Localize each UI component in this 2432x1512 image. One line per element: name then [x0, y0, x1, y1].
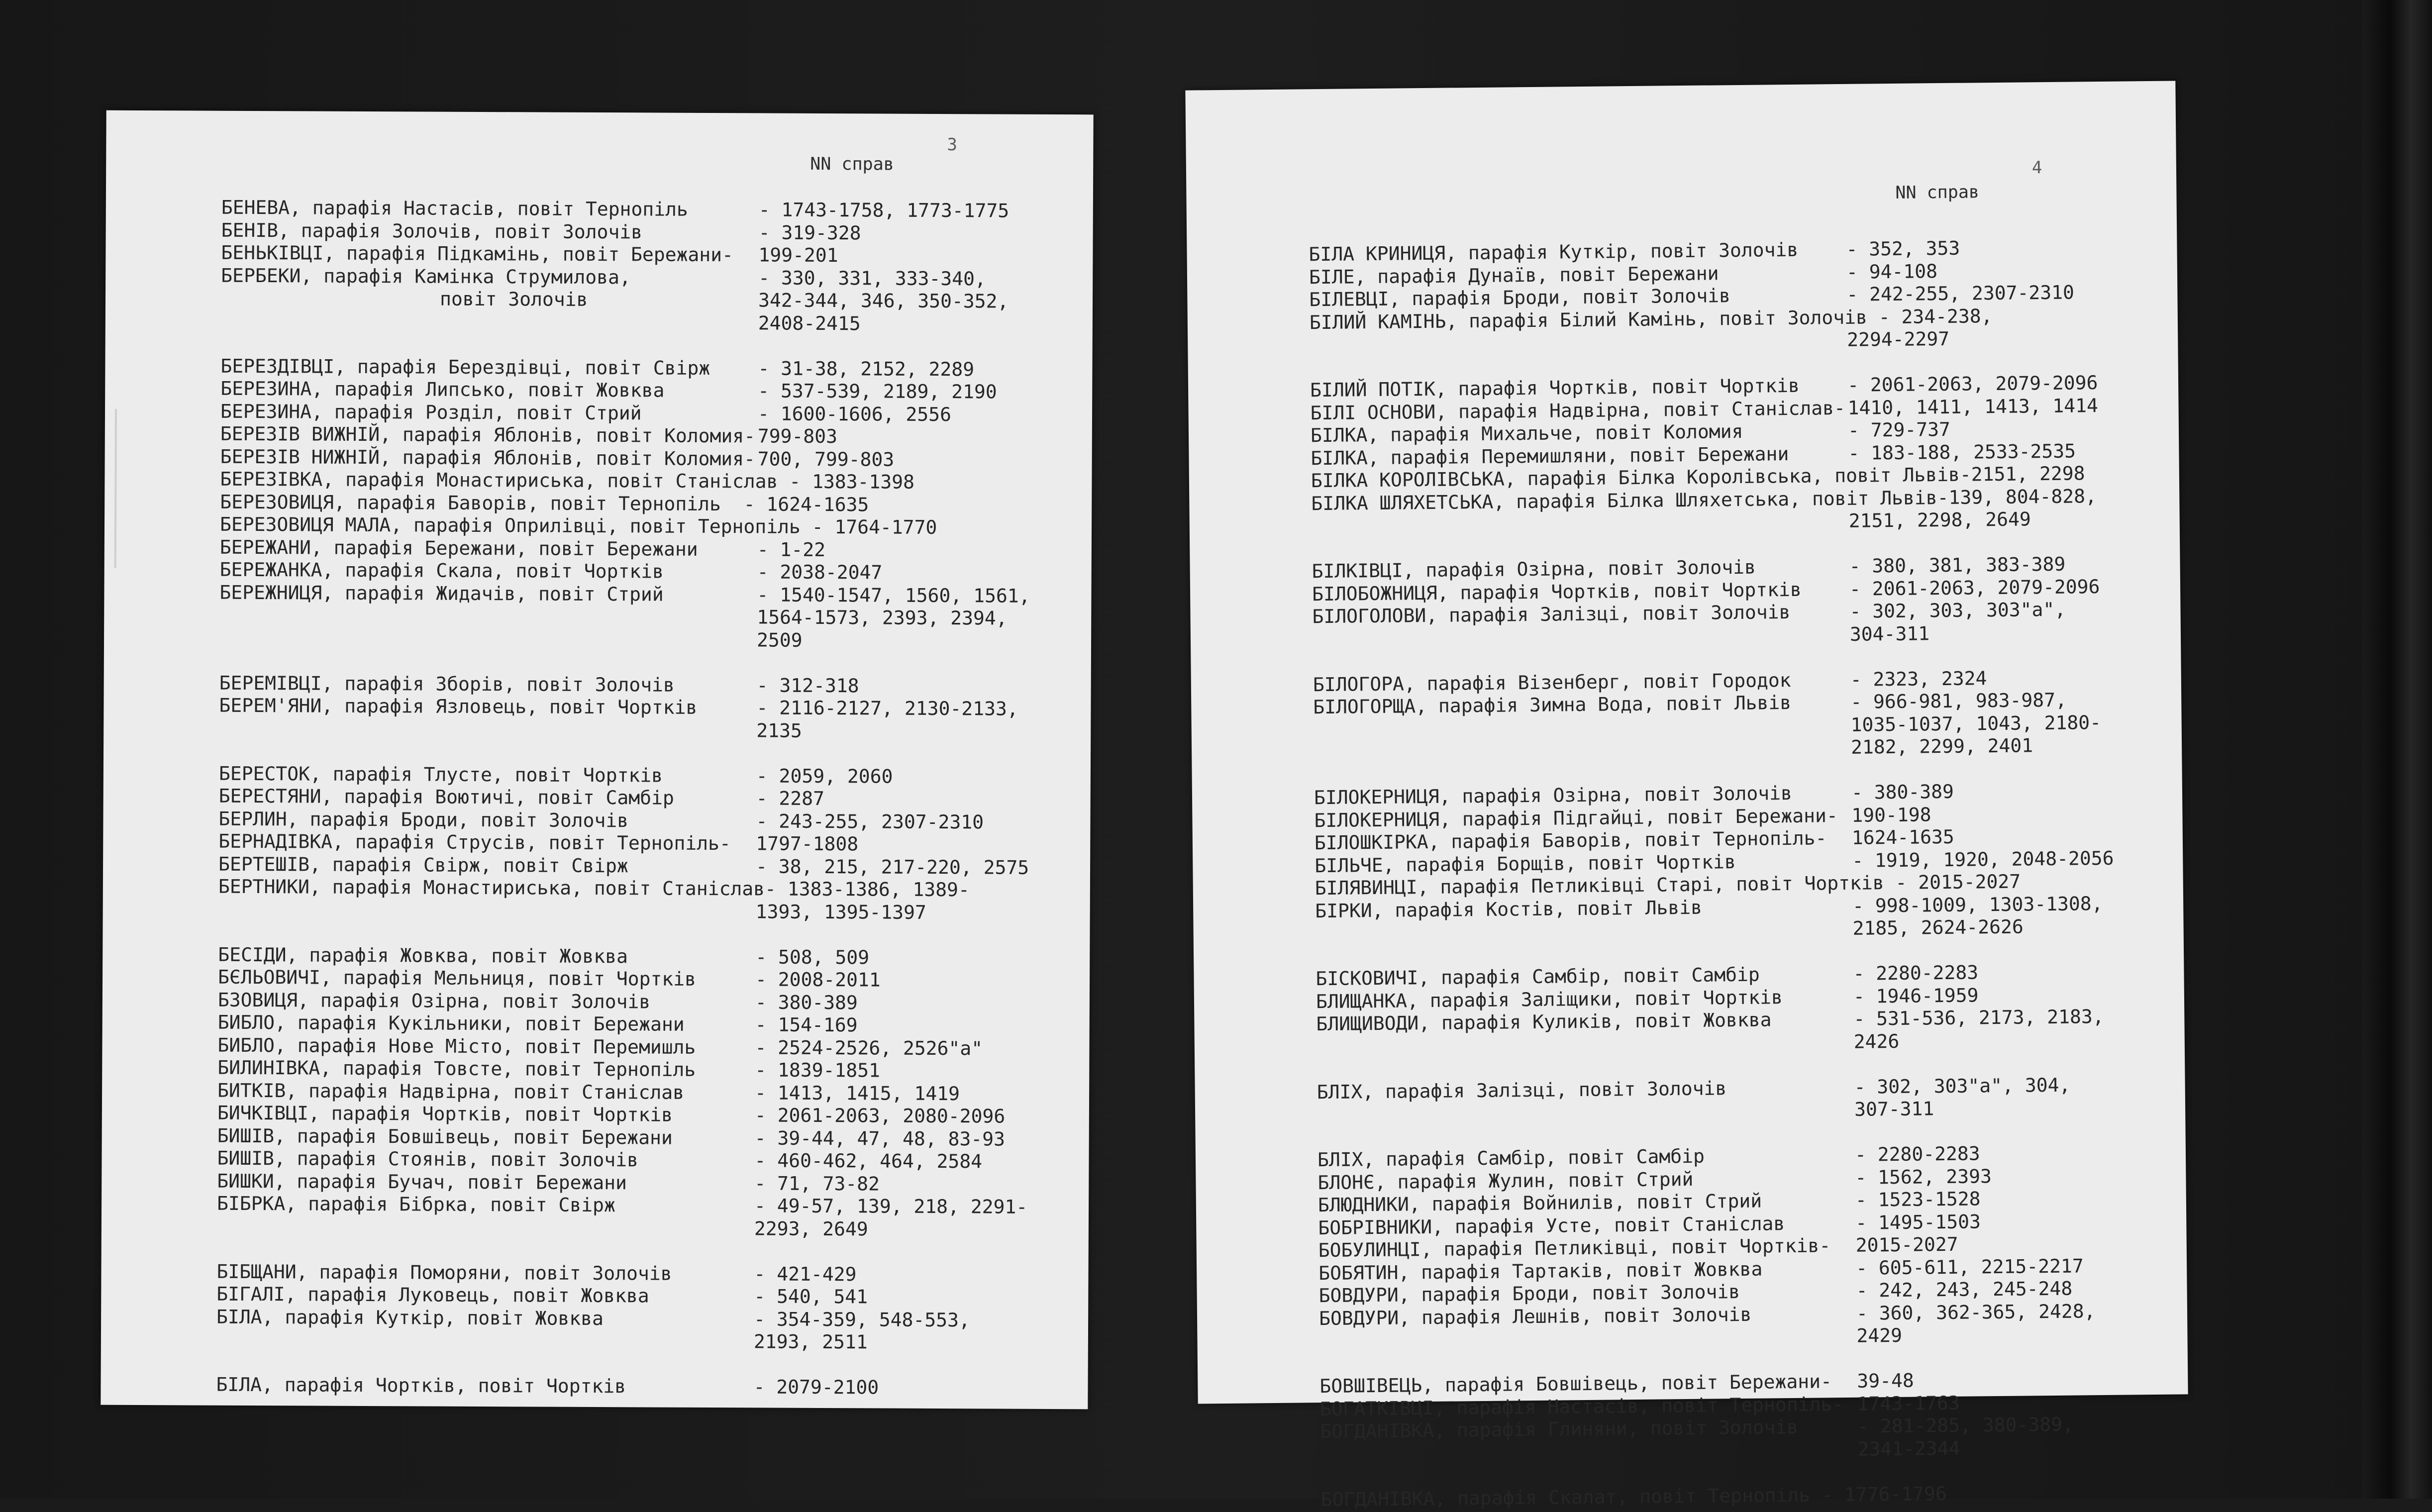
file-numbers: - 38, 215, 217-220, 2575	[755, 855, 1029, 879]
index-entry	[219, 785, 1075, 811]
file-numbers: - 537-539, 2189, 2190	[758, 380, 997, 403]
settlement-entry-text: БОГДАНІВКА, парафія Глиняни, повіт Золочів	[1320, 1415, 1799, 1443]
file-numbers: - 508, 509	[755, 945, 870, 968]
settlement-entry-text: БИЧКІВЦІ, парафія Чортків, повіт Чортків	[217, 1102, 673, 1126]
file-numbers: - 2061-2063, 2080-2096	[754, 1104, 1006, 1127]
settlement-entry-text: БІСКОВИЧІ, парафія Самбір, повіт Самбір	[1316, 963, 1760, 990]
file-numbers: - 312-318	[756, 674, 859, 697]
file-numbers: - 966-981, 983-987,	[1850, 689, 2067, 713]
settlement-entry-text: БЕРЕЖАНКА, парафія Скала, повіт Чортків	[219, 558, 664, 583]
index-entry	[219, 626, 1075, 653]
index-entry	[218, 989, 1074, 1015]
entry-continuation: повіт Золочів	[439, 288, 588, 310]
settlement-entry-text: БІЛА, парафія Куткір, повіт Жовква	[216, 1306, 604, 1329]
file-numbers: 2426	[1853, 1030, 1900, 1053]
file-numbers: - 281-285, 380-389,	[1857, 1413, 2074, 1437]
index-entry	[217, 1102, 1073, 1128]
settlement-entry-text: БЛИЩИВОДИ, парафія Куликів, повіт Жовква	[1316, 1008, 1772, 1035]
file-numbers: 2408-2415	[758, 311, 861, 334]
settlement-entry-text: БЕРЕЗОВИЦЯ, парафія Баворів, повіт Тернопіль - 1624-1635	[220, 491, 869, 515]
file-numbers: - 2287	[756, 787, 825, 809]
index-entry	[218, 898, 1074, 924]
index-entry	[219, 695, 1075, 721]
file-numbers: - 531-536, 2173, 2183,	[1853, 1005, 2104, 1030]
settlement-entry-text: БІЛИЙ ПОТІК, парафія Чортків, повіт Чортків	[1310, 374, 1800, 402]
settlement-entry-text: БІБРКА, парафія Бібрка, повіт Свірж	[217, 1192, 615, 1216]
settlement-entry-text: БЕРЕЗІВ НИЖНІЙ, парафія Яблонів, повіт Коломия-	[220, 445, 756, 470]
file-numbers: 2182, 2299, 2401	[1850, 734, 2033, 758]
file-numbers: 342-344, 346, 350-352,	[758, 289, 1009, 312]
index-entry	[219, 672, 1075, 698]
settlement-entry-text: БЕРЛИН, парафія Броди, повіт Золочів	[218, 807, 629, 831]
entry-spacing	[219, 649, 1075, 676]
entry-spacing	[216, 1351, 1072, 1377]
settlement-entry-text: БІБЩАНИ, парафія Поморяни, повіт Золочів	[216, 1260, 672, 1285]
file-numbers: 307-311	[1854, 1098, 1934, 1120]
index-entry	[218, 853, 1074, 879]
settlement-entry-text: БЕНІВ, парафія Золочів, повіт Золочів	[221, 219, 643, 243]
file-numbers: - 360, 362-365, 2428,	[1856, 1300, 2096, 1324]
settlement-entry-text: БІЛКА ШЛЯХЕТСЬКА, парафія Білка Шляхетська, повіт Львів-139, 804-828,	[1311, 485, 2097, 514]
index-entry	[220, 423, 1076, 449]
file-numbers: - 31-38, 2152, 2289	[758, 357, 975, 380]
index-entry	[218, 876, 1074, 902]
file-numbers: 1564-1573, 2393, 2394,	[757, 606, 1008, 629]
file-numbers: 700, 799-803	[757, 447, 895, 471]
settlement-entry-text: БЛЮДНИКИ, парафія Войнилів, повіт Стрий	[1317, 1190, 1762, 1216]
file-numbers: - 1523-1528	[1855, 1188, 1981, 1211]
index-entry	[217, 1170, 1073, 1196]
index-entry	[220, 559, 1076, 585]
index-entry	[216, 1374, 1072, 1400]
file-numbers: - 1562, 2393	[1855, 1165, 1992, 1189]
file-numbers: 2341-2344	[1857, 1437, 1960, 1460]
settlement-entry-text: БІЛКА, парафія Михальче, повіт Коломия	[1310, 420, 1743, 447]
file-numbers: 2429	[1856, 1324, 1903, 1347]
file-numbers: - 2059, 2060	[756, 764, 893, 788]
entry-spacing	[218, 921, 1074, 947]
file-numbers: - 2061-2063, 2079-2096	[1849, 575, 2100, 600]
settlement-entry-text: БЕРНАДІВКА, парафія Струсів, повіт Тернопіль-	[218, 830, 731, 855]
file-numbers: - 380-389	[755, 991, 858, 1013]
file-numbers: 190-198	[1851, 803, 1931, 826]
file-numbers: - 39-44, 47, 48, 83-93	[754, 1126, 1006, 1150]
settlement-entry-text: БОБЯТИН, парафія Тартаків, повіт Жовква	[1318, 1258, 1763, 1284]
file-numbers: - 380-389	[1851, 780, 1954, 804]
settlement-entry-text: БЕРЕЗИНА, парафія Липсько, повіт Жовква	[220, 377, 665, 402]
file-numbers: - 2079-2100	[753, 1376, 879, 1399]
settlement-entry-text: БІЛЯВИНЦІ, парафія Петликівці Старі, повіт Чортків - 2015-2027	[1315, 870, 2021, 900]
settlement-entry-text: БИШКИ, парафія Бучач, повіт Бережани	[217, 1170, 627, 1194]
index-entry	[217, 1193, 1073, 1219]
file-numbers: - 1839-1851	[755, 1059, 881, 1082]
settlement-entry-text: БІЛІ ОСНОВИ, парафія Надвірна, повіт Станіслав-	[1310, 397, 1846, 424]
file-numbers: - 1946-1959	[1853, 984, 1979, 1008]
settlement-entry-text: БІЛИЙ КАМІНЬ, парафія Білий Камінь, повіт Золочів - 234-238,	[1309, 304, 1993, 333]
file-numbers: - 998-1009, 1303-1308,	[1852, 892, 2103, 917]
index-entry	[217, 1124, 1073, 1151]
file-numbers: 1624-1635	[1851, 825, 1954, 849]
settlement-entry-text: БЛІХ, парафія Самбір, повіт Самбір	[1317, 1145, 1705, 1171]
index-entry	[218, 807, 1074, 834]
settlement-entry-text: БЄЛЬОВИЧІ, парафія Мельниця, повіт Чортків	[217, 966, 697, 990]
settlement-entry-text: БЕРЕЖНИЦЯ, парафія Жидачів, повіт Стрий	[219, 581, 664, 605]
file-numbers: - 1495-1503	[1855, 1210, 1981, 1234]
settlement-entry-text: БЛОНЄ, парафія Жулин, повіт Стрий	[1317, 1168, 1694, 1194]
settlement-entry-text: БІЛЬЧЕ, парафія Борщів, повіт Чортків	[1315, 850, 1736, 877]
index-entry	[218, 943, 1074, 970]
index-entry	[221, 264, 1077, 291]
index-entry	[217, 1215, 1073, 1241]
settlement-entry-text: БЕРТЕШІВ, парафія Свірж, повіт Свірж	[218, 853, 628, 877]
index-entry	[221, 219, 1077, 245]
file-numbers: 2509	[756, 628, 803, 651]
file-numbers: - 380, 381, 383-389	[1849, 553, 2066, 577]
file-numbers: 2293, 2649	[754, 1217, 868, 1240]
settlement-entry-text: БОВДУРИ, парафія Броди, повіт Золочів	[1318, 1281, 1740, 1307]
settlement-entry-text: БЕНЕВА, парафія Настасів, повіт Тернопіль	[221, 196, 688, 220]
entry-spacing	[219, 740, 1075, 766]
settlement-entry-text: БІЛКА КОРОЛІВСЬКА, парафія Білка Королівська, повіт Львів-2151, 2298	[1311, 462, 2085, 492]
file-numbers: 199-201	[758, 244, 838, 267]
settlement-entry-text: БЗОВИЦЯ, парафія Озірна, повіт Золочів	[217, 989, 651, 1012]
settlement-entry-text: БІГАЛІ, парафія Луковець, повіт Жовква	[216, 1283, 649, 1307]
settlement-entry-text: БЕРЕСТОК, парафія Тлусте, повіт Чортків	[218, 762, 663, 787]
index-entry	[220, 468, 1076, 495]
file-numbers: 39-48	[1857, 1369, 1914, 1392]
file-numbers: - 71, 73-82	[754, 1172, 880, 1195]
file-numbers: - 302, 303"а", 304,	[1854, 1074, 2071, 1098]
index-entry	[220, 513, 1076, 540]
settlement-entry-text: БЕРЕЗДІВЦІ, парафія Берездівці, повіт Свірж	[220, 355, 710, 379]
index-entry	[219, 717, 1075, 743]
file-numbers: - 1413, 1415, 1419	[754, 1081, 960, 1105]
file-numbers: - 2116-2127, 2130-2133,	[756, 697, 1018, 720]
file-numbers: 2193, 2511	[753, 1330, 868, 1353]
settlement-entry-text: БЕРЕСТЯНИ, парафія Воютичі, повіт Самбір	[218, 785, 674, 809]
settlement-entry-text: БИБЛО, парафія Кукільники, повіт Бережани	[217, 1011, 685, 1035]
file-numbers: - 1919, 1920, 2048-2056	[1852, 847, 2114, 872]
entry-list	[216, 197, 1077, 1400]
settlement-entry-text: БЕРБЕКИ, парафія Камінка Струмилова,	[221, 264, 631, 288]
settlement-entry-text: БИШІВ, парафія Бовшівець, повіт Бережани	[217, 1124, 673, 1149]
settlement-entry-text: БЕРЕМ'ЯНИ, парафія Язловець, повіт Чортків	[219, 694, 698, 718]
page-number: 3	[947, 135, 957, 155]
settlement-entry-text: БІЛОКЕРНИЦЯ, парафія Озірна, повіт Золочів	[1314, 782, 1793, 809]
index-entry	[219, 762, 1075, 789]
settlement-entry-text: БЕНЬКІВЦІ, парафія Підкамінь, повіт Бережани-	[221, 241, 734, 266]
file-numbers: 1035-1037, 1043, 2180-	[1850, 711, 2102, 736]
index-entry	[216, 1328, 1072, 1355]
settlement-entry-text: БЕРТНИКИ, парафія Монастириська, повіт Станіслав- 1383-1386, 1389-	[218, 875, 970, 901]
file-numbers: - 1600-1606, 2556	[757, 402, 952, 425]
settlement-entry-text: БОГДАНІВКА, парафія Скалат, повіт Тернопіль - 1776-1796	[1320, 1482, 1947, 1511]
settlement-entry-text: БІЛОГОРА, парафія Візенберг, повіт Городок	[1313, 669, 1791, 696]
file-numbers: - 352, 353	[1846, 237, 1960, 260]
file-numbers: - 1-22	[757, 538, 826, 561]
settlement-entry-text: БЕРЕЗИНА, парафія Розділ, повіт Стрий	[220, 400, 642, 424]
settlement-entry-text: БЕРЕЗОВИЦЯ МАЛА, парафія Оприлівці, повіт Тернопіль - 1764-1770	[219, 513, 937, 538]
settlement-entry-text: БІЛОГОРЩА, парафія Зимна Вода, повіт Львів	[1313, 691, 1792, 718]
settlement-entry-text: БИШІВ, парафія Стоянів, повіт Золочів	[217, 1147, 639, 1171]
file-numbers: - 183-188, 2533-2535	[1848, 439, 2076, 464]
settlement-entry-text: БОБРІВНИКИ, парафія Усте, повіт Станіслав	[1318, 1212, 1785, 1239]
file-numbers: - 2038-2047	[757, 561, 883, 584]
file-numbers: - 302, 303, 303"а",	[1849, 598, 2066, 622]
document-page-right	[1185, 81, 2188, 1511]
file-numbers: 2151, 2298, 2649	[1848, 508, 2031, 532]
file-numbers: 304-311	[1849, 622, 1930, 645]
index-entry	[218, 830, 1074, 857]
settlement-entry-text: БЕРЕЗІВ ВИЖНІЙ, парафія Яблонів, повіт Коломия-	[220, 422, 756, 447]
index-entry	[221, 287, 1077, 313]
file-numbers: - 460-462, 464, 2584	[754, 1149, 983, 1173]
index-entry	[220, 445, 1076, 472]
index-entry	[218, 1011, 1074, 1038]
file-numbers: - 540, 541	[754, 1285, 868, 1308]
file-numbers: - 94-108	[1846, 260, 1938, 283]
page-number: 4	[2031, 158, 2042, 178]
file-numbers: - 354-359, 548-553,	[754, 1308, 970, 1331]
settlement-entry-text: БІЛА, парафія Чортків, повіт Чортків	[216, 1373, 626, 1398]
settlement-entry-text: БІЛОГОЛОВИ, парафія Залізці, повіт Золочів	[1312, 601, 1791, 628]
file-numbers: 1410, 1411, 1413, 1414	[1847, 394, 2099, 419]
settlement-entry-text: БІЛОБОЖНИЦЯ, парафія Чортків, повіт Чортків	[1312, 578, 1802, 605]
entry-spacing	[221, 332, 1077, 359]
index-entry	[216, 1260, 1072, 1287]
file-numbers: 1743-1763	[1857, 1392, 1960, 1415]
file-numbers: - 1540-1547, 1560, 1561,	[757, 583, 1030, 607]
film-edge	[2362, 0, 2432, 1499]
column-header: NN справ	[1895, 182, 1980, 203]
settlement-entry-text: БІЛКІВЦІ, парафія Озірна, повіт Золочів	[1312, 556, 1756, 583]
index-entry	[220, 491, 1076, 517]
file-numbers: 2135	[756, 719, 802, 742]
file-numbers: - 2323, 2324	[1850, 667, 1987, 691]
index-entry	[221, 309, 1077, 336]
margin-line	[114, 409, 117, 568]
file-numbers: - 319-328	[758, 221, 861, 244]
file-numbers: 1797-1808	[756, 832, 859, 855]
index-entry	[216, 1306, 1072, 1332]
file-numbers: - 242-255, 2307-2310	[1846, 281, 2075, 305]
settlement-entry-text: БЕСІДИ, парафія Жовква, повіт Жовква	[218, 943, 628, 967]
file-numbers: - 2524-2526, 2526"а"	[755, 1036, 983, 1059]
settlement-entry-text: БІЛКА, парафія Перемишляни, повіт Бережани	[1311, 442, 1789, 469]
index-entry	[216, 1283, 1072, 1310]
settlement-entry-text: БИЛИНІВКА, парафія Товсте, повіт Тернопіль	[217, 1056, 696, 1081]
settlement-entry-text: БІЛОКЕРНИЦЯ, парафія Підгайці, повіт Бережани-	[1314, 804, 1838, 831]
index-entry	[219, 581, 1075, 607]
index-entry	[220, 355, 1076, 381]
settlement-entry-text: БЛИЩАНКА, парафія Заліщики, повіт Чортків	[1316, 986, 1783, 1012]
file-numbers: 2185, 2624-2626	[1852, 915, 2024, 939]
index-entry	[219, 604, 1075, 630]
settlement-entry-text: БЛІХ, парафія Залізці, повіт Золочів	[1317, 1077, 1727, 1103]
file-numbers: - 605-611, 2215-2217	[1855, 1254, 2084, 1279]
settlement-entry-text: БЕРЕМІВЦІ, парафія Зборів, повіт Золочів	[219, 672, 675, 696]
index-entry	[217, 1057, 1073, 1083]
settlement-entry-text: БИТКІВ, парафія Надвірна, повіт Станіслав	[217, 1079, 685, 1104]
settlement-entry-text: БІРКИ, парафія Костів, повіт Львів	[1315, 896, 1703, 922]
entry-list	[1309, 235, 2176, 1511]
index-entry	[218, 966, 1074, 993]
settlement-entry-text: БІЛЕ, парафія Дунаїв, повіт Бережани	[1309, 262, 1719, 288]
index-entry	[217, 1147, 1073, 1174]
file-numbers: - 2008-2011	[755, 968, 881, 991]
file-numbers: - 1743-1758, 1773-1775	[758, 199, 1010, 222]
index-entry	[217, 1079, 1073, 1106]
index-entry	[221, 242, 1077, 268]
file-numbers: - 2280-2283	[1854, 1142, 1980, 1166]
file-numbers: - 729-737	[1847, 418, 1951, 441]
index-entry	[220, 536, 1076, 562]
file-numbers: - 2061-2063, 2079-2096	[1847, 372, 2098, 396]
index-entry	[220, 378, 1076, 404]
settlement-entry-text: БЕРЕЗІВКА, парафія Монастириська, повіт Станіслав - 1383-1398	[220, 468, 915, 493]
file-numbers: - 421-429	[754, 1262, 857, 1285]
settlement-entry-text: БІЛЕВЦІ, парафія Броди, повіт Золочів	[1309, 285, 1731, 311]
index-entry	[217, 1034, 1073, 1060]
settlement-entry-text: БОБУЛИНЦІ, парафія Петликівці, повіт Чортків-	[1318, 1234, 1831, 1262]
file-numbers: 2015-2027	[1855, 1233, 1958, 1256]
file-numbers: - 243-255, 2307-2310	[756, 809, 984, 833]
index-entry	[220, 400, 1076, 426]
file-numbers: 2294-2297	[1847, 327, 1950, 351]
settlement-entry-text: БИБЛО, парафія Нове Місто, повіт Перемишль	[217, 1034, 696, 1058]
index-entry	[221, 197, 1077, 223]
settlement-entry-text: БОВДУРИ, парафія Лешнів, повіт Золочів	[1318, 1303, 1752, 1329]
entry-spacing	[217, 1238, 1073, 1264]
settlement-entry-text: БІЛОШКІРКА, парафія Баворів, повіт Тернопіль-	[1314, 827, 1827, 854]
settlement-entry-text: БОГАТКІВЦІ, парафія Настасів, повіт Тернопіль-	[1319, 1393, 1844, 1420]
file-numbers: - 49-57, 139, 218, 2291-	[754, 1195, 1028, 1218]
document-page-left	[101, 110, 1093, 1410]
file-numbers: - 154-169	[755, 1013, 858, 1036]
column-header: NN справ	[810, 154, 894, 175]
settlement-entry-text: БЕРЕЖАНИ, парафія Бережани, повіт Бережани	[219, 536, 698, 560]
settlement-entry-text: БОВШІВЕЦЬ, парафія Бовшівець, повіт Бережани-	[1319, 1370, 1832, 1398]
file-numbers: - 330, 331, 333-340,	[758, 266, 986, 290]
settlement-entry-text: БІЛА КРИНИЦЯ, парафія Куткір, повіт Золочів	[1309, 238, 1799, 266]
file-numbers: - 2280-2283	[1853, 961, 1979, 985]
file-numbers: - 242, 243, 245-248	[1856, 1277, 2073, 1302]
file-numbers: 1393, 1395-1397	[755, 900, 926, 923]
file-numbers: 799-803	[757, 425, 838, 448]
